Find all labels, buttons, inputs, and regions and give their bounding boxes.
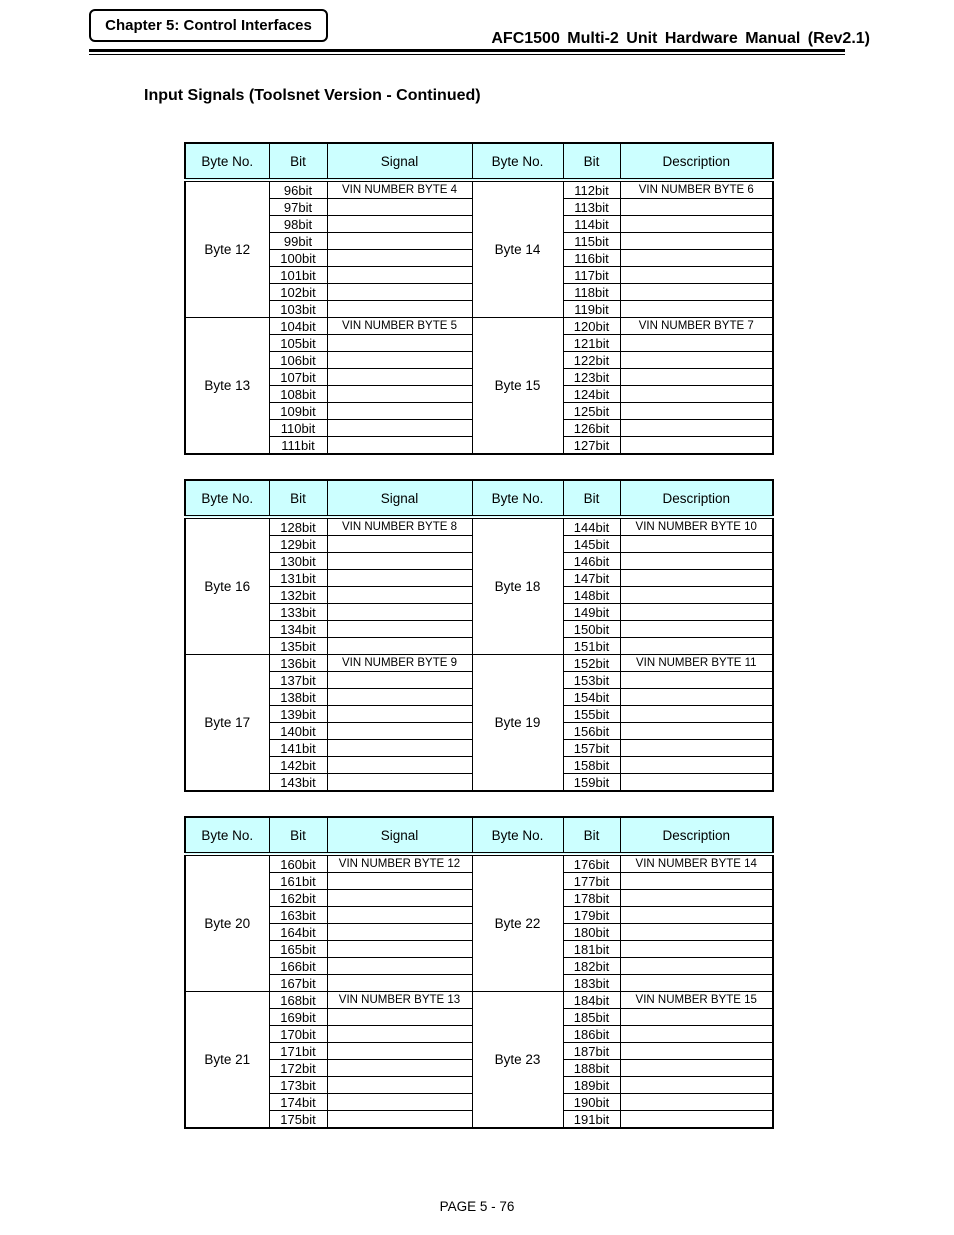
description-cell (620, 352, 773, 369)
bit-cell: 125bit (563, 403, 620, 420)
signal-cell (327, 890, 472, 907)
bit-cell: 148bit (563, 587, 620, 604)
description-cell (620, 1060, 773, 1077)
column-header: Byte No. (472, 817, 563, 854)
byte-number-cell: Byte 21 (185, 992, 269, 1129)
bit-cell: 150bit (563, 621, 620, 638)
description-cell (620, 1111, 773, 1129)
bit-cell: 99bit (269, 233, 327, 250)
bit-cell: 147bit (563, 570, 620, 587)
table-row (185, 180, 773, 199)
bit-cell: 146bit (563, 553, 620, 570)
signal-cell (327, 1111, 472, 1129)
bit-cell: 104bit (269, 318, 327, 335)
signal-cell (327, 403, 472, 420)
bit-cell: 122bit (563, 352, 620, 369)
signal-cell (327, 284, 472, 301)
description-cell (620, 570, 773, 587)
table-row (185, 655, 773, 672)
description-cell: VIN NUMBER BYTE 7 (620, 318, 773, 335)
description-cell (620, 420, 773, 437)
bit-cell: 132bit (269, 587, 327, 604)
bit-cell: 133bit (269, 604, 327, 621)
signal-cell (327, 774, 472, 792)
description-cell (620, 553, 773, 570)
bit-cell: 159bit (563, 774, 620, 792)
description-cell (620, 774, 773, 792)
bit-cell: 167bit (269, 975, 327, 992)
signal-cell (327, 873, 472, 890)
bit-cell: 97bit (269, 199, 327, 216)
bit-cell: 187bit (563, 1043, 620, 1060)
description-cell (620, 1077, 773, 1094)
column-header: Bit (269, 143, 327, 180)
bit-cell: 113bit (563, 199, 620, 216)
bit-cell: 153bit (563, 672, 620, 689)
description-cell: VIN NUMBER BYTE 15 (620, 992, 773, 1009)
bit-cell: 105bit (269, 335, 327, 352)
bit-cell: 115bit (563, 233, 620, 250)
signal-cell (327, 386, 472, 403)
description-cell (620, 369, 773, 386)
bit-cell: 186bit (563, 1026, 620, 1043)
bit-cell: 151bit (563, 638, 620, 655)
bit-cell: 138bit (269, 689, 327, 706)
header-rule-thin (89, 54, 845, 55)
section-title: Input Signals (Toolsnet Version - Continued) (144, 87, 481, 104)
bit-cell: 110bit (269, 420, 327, 437)
description-cell (620, 437, 773, 455)
signal-cell: VIN NUMBER BYTE 8 (327, 517, 472, 536)
column-header: Description (620, 480, 773, 517)
description-cell (620, 689, 773, 706)
signal-cell (327, 924, 472, 941)
bit-cell: 111bit (269, 437, 327, 455)
bit-cell: 182bit (563, 958, 620, 975)
header-rule (89, 49, 845, 52)
description-cell (620, 301, 773, 318)
description-cell (620, 958, 773, 975)
bit-cell: 143bit (269, 774, 327, 792)
signal-cell (327, 553, 472, 570)
bit-cell: 181bit (563, 941, 620, 958)
bit-cell: 145bit (563, 536, 620, 553)
description-cell (620, 1094, 773, 1111)
description-cell (620, 250, 773, 267)
bit-cell: 120bit (563, 318, 620, 335)
column-header: Signal (327, 143, 472, 180)
signal-cell (327, 267, 472, 284)
byte-number-cell: Byte 16 (185, 517, 269, 655)
description-cell (620, 941, 773, 958)
bit-cell: 123bit (563, 369, 620, 386)
column-header: Byte No. (185, 480, 269, 517)
byte-number-cell: Byte 19 (472, 655, 563, 792)
table-header-row (185, 480, 773, 517)
column-header: Byte No. (472, 480, 563, 517)
signal-cell (327, 958, 472, 975)
byte-number-cell: Byte 13 (185, 318, 269, 455)
bit-cell: 158bit (563, 757, 620, 774)
signal-cell (327, 369, 472, 386)
signal-cell (327, 587, 472, 604)
bit-cell: 98bit (269, 216, 327, 233)
description-cell (620, 216, 773, 233)
signal-cell (327, 638, 472, 655)
bit-cell: 108bit (269, 386, 327, 403)
bit-cell: 169bit (269, 1009, 327, 1026)
bit-cell: 140bit (269, 723, 327, 740)
description-cell (620, 604, 773, 621)
signal-cell (327, 1060, 472, 1077)
bit-cell: 107bit (269, 369, 327, 386)
signal-cell (327, 621, 472, 638)
bit-cell: 109bit (269, 403, 327, 420)
description-cell (620, 907, 773, 924)
description-cell (620, 335, 773, 352)
bit-cell: 175bit (269, 1111, 327, 1129)
bit-cell: 173bit (269, 1077, 327, 1094)
column-header: Bit (563, 817, 620, 854)
table-row (185, 854, 773, 873)
column-header: Byte No. (185, 143, 269, 180)
description-cell (620, 536, 773, 553)
bit-cell: 137bit (269, 672, 327, 689)
bit-cell: 118bit (563, 284, 620, 301)
bit-cell: 135bit (269, 638, 327, 655)
bit-cell: 119bit (563, 301, 620, 318)
bit-cell: 103bit (269, 301, 327, 318)
signal-cell (327, 604, 472, 621)
bit-cell: 188bit (563, 1060, 620, 1077)
column-header: Description (620, 817, 773, 854)
description-cell: VIN NUMBER BYTE 11 (620, 655, 773, 672)
signal-cell (327, 1043, 472, 1060)
description-cell (620, 403, 773, 420)
bit-cell: 129bit (269, 536, 327, 553)
column-header: Bit (269, 817, 327, 854)
bit-cell: 101bit (269, 267, 327, 284)
signal-cell (327, 757, 472, 774)
description-cell (620, 267, 773, 284)
byte-number-cell: Byte 20 (185, 854, 269, 992)
description-cell (620, 1043, 773, 1060)
bit-cell: 128bit (269, 517, 327, 536)
bit-cell: 141bit (269, 740, 327, 757)
bit-cell: 116bit (563, 250, 620, 267)
signal-cell (327, 1077, 472, 1094)
description-cell (620, 975, 773, 992)
signal-cell (327, 216, 472, 233)
bit-cell: 155bit (563, 706, 620, 723)
bit-cell: 162bit (269, 890, 327, 907)
table-row (185, 318, 773, 335)
signal-cell (327, 250, 472, 267)
bit-cell: 124bit (563, 386, 620, 403)
byte-number-cell: Byte 18 (472, 517, 563, 655)
description-cell: VIN NUMBER BYTE 10 (620, 517, 773, 536)
bit-cell: 154bit (563, 689, 620, 706)
bit-cell: 166bit (269, 958, 327, 975)
signal-cell (327, 740, 472, 757)
bit-cell: 178bit (563, 890, 620, 907)
table-header-row (185, 817, 773, 854)
column-header: Bit (563, 143, 620, 180)
column-header: Bit (563, 480, 620, 517)
bit-cell: 126bit (563, 420, 620, 437)
bit-cell: 136bit (269, 655, 327, 672)
table-row (185, 517, 773, 536)
description-cell (620, 1009, 773, 1026)
description-cell (620, 890, 773, 907)
column-header: Description (620, 143, 773, 180)
bit-cell: 157bit (563, 740, 620, 757)
description-cell (620, 924, 773, 941)
description-cell (620, 757, 773, 774)
signal-cell (327, 437, 472, 455)
description-cell (620, 621, 773, 638)
bit-cell: 190bit (563, 1094, 620, 1111)
bit-cell: 170bit (269, 1026, 327, 1043)
description-cell (620, 233, 773, 250)
signal-cell (327, 570, 472, 587)
bit-cell: 180bit (563, 924, 620, 941)
signal-cell (327, 536, 472, 553)
bit-cell: 184bit (563, 992, 620, 1009)
chapter-label: Chapter 5: Control Interfaces (89, 9, 328, 42)
signal-cell (327, 907, 472, 924)
signal-cell: VIN NUMBER BYTE 9 (327, 655, 472, 672)
signal-cell (327, 672, 472, 689)
bit-cell: 156bit (563, 723, 620, 740)
bit-cell: 168bit (269, 992, 327, 1009)
byte-number-cell: Byte 22 (472, 854, 563, 992)
table-header-row (185, 143, 773, 180)
bit-cell: 102bit (269, 284, 327, 301)
bit-cell: 176bit (563, 854, 620, 873)
signal-cell (327, 723, 472, 740)
bit-cell: 174bit (269, 1094, 327, 1111)
signal-cell (327, 301, 472, 318)
column-header: Signal (327, 480, 472, 517)
signal-cell (327, 941, 472, 958)
bit-cell: 144bit (563, 517, 620, 536)
manual-title: AFC1500 Multi-2 Unit Hardware Manual (Rev2.1) (491, 30, 870, 47)
bit-cell: 183bit (563, 975, 620, 992)
byte-number-cell: Byte 17 (185, 655, 269, 792)
page-number: PAGE 5 - 76 (439, 1199, 515, 1214)
signal-cell: VIN NUMBER BYTE 5 (327, 318, 472, 335)
byte-number-cell: Byte 12 (185, 180, 269, 318)
byte-number-cell: Byte 14 (472, 180, 563, 318)
byte-number-cell: Byte 23 (472, 992, 563, 1129)
bit-cell: 114bit (563, 216, 620, 233)
bit-cell: 171bit (269, 1043, 327, 1060)
signal-table (184, 142, 774, 455)
bit-cell: 179bit (563, 907, 620, 924)
column-header: Byte No. (472, 143, 563, 180)
signal-cell (327, 1026, 472, 1043)
signal-cell (327, 335, 472, 352)
bit-cell: 164bit (269, 924, 327, 941)
signal-cell: VIN NUMBER BYTE 12 (327, 854, 472, 873)
description-cell (620, 284, 773, 301)
bit-cell: 149bit (563, 604, 620, 621)
description-cell (620, 740, 773, 757)
bit-cell: 112bit (563, 180, 620, 199)
bit-cell: 185bit (563, 1009, 620, 1026)
bit-cell: 152bit (563, 655, 620, 672)
signal-cell (327, 689, 472, 706)
table-row (185, 992, 773, 1009)
description-cell (620, 587, 773, 604)
bit-cell: 106bit (269, 352, 327, 369)
description-cell (620, 199, 773, 216)
description-cell (620, 1026, 773, 1043)
column-header: Bit (269, 480, 327, 517)
bit-cell: 134bit (269, 621, 327, 638)
bit-cell: 100bit (269, 250, 327, 267)
bit-cell: 131bit (269, 570, 327, 587)
bit-cell: 191bit (563, 1111, 620, 1129)
signal-cell (327, 352, 472, 369)
description-cell (620, 723, 773, 740)
bit-cell: 127bit (563, 437, 620, 455)
bit-cell: 177bit (563, 873, 620, 890)
bit-cell: 189bit (563, 1077, 620, 1094)
signal-cell (327, 420, 472, 437)
description-cell: VIN NUMBER BYTE 6 (620, 180, 773, 199)
signal-cell: VIN NUMBER BYTE 13 (327, 992, 472, 1009)
signal-cell (327, 1009, 472, 1026)
bit-cell: 165bit (269, 941, 327, 958)
bit-cell: 96bit (269, 180, 327, 199)
bit-cell: 163bit (269, 907, 327, 924)
column-header: Signal (327, 817, 472, 854)
description-cell (620, 672, 773, 689)
description-cell (620, 386, 773, 403)
description-cell (620, 873, 773, 890)
signal-cell (327, 199, 472, 216)
bit-cell: 161bit (269, 873, 327, 890)
byte-number-cell: Byte 15 (472, 318, 563, 455)
bit-cell: 139bit (269, 706, 327, 723)
signal-cell (327, 975, 472, 992)
description-cell (620, 706, 773, 723)
description-cell: VIN NUMBER BYTE 14 (620, 854, 773, 873)
signal-table (184, 816, 774, 1129)
column-header: Byte No. (185, 817, 269, 854)
signal-cell (327, 706, 472, 723)
bit-cell: 130bit (269, 553, 327, 570)
bit-cell: 142bit (269, 757, 327, 774)
bit-cell: 117bit (563, 267, 620, 284)
description-cell (620, 638, 773, 655)
signal-cell: VIN NUMBER BYTE 4 (327, 180, 472, 199)
signal-cell (327, 1094, 472, 1111)
signal-cell (327, 233, 472, 250)
bit-cell: 172bit (269, 1060, 327, 1077)
bit-cell: 121bit (563, 335, 620, 352)
bit-cell: 160bit (269, 854, 327, 873)
signal-table (184, 479, 774, 792)
